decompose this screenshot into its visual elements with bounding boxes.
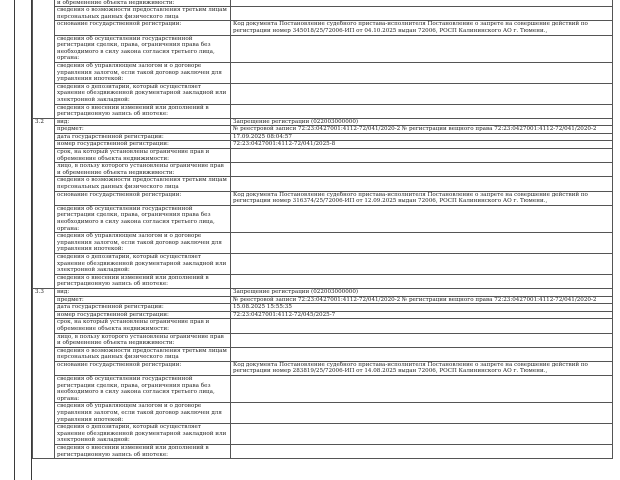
field-value (231, 0, 613, 7)
section-number: 3.3 (33, 288, 55, 458)
field-label: сведения об управляющем залогом и о договоре управления залогом, если такой договор заключен для управления ипотекой: (55, 233, 231, 254)
field-value (231, 319, 613, 333)
table-row (33, 118, 613, 126)
table-row (33, 83, 613, 104)
field-value: № реестровой записи 72:23:0427001:4112-72/041/2020-2 № регистрации вещного права 72:23:0427001:4112-72/041/2020-2 (231, 126, 613, 134)
table-row (33, 361, 613, 375)
table-row (33, 347, 613, 361)
binding-line-left (14, 0, 15, 480)
field-value (231, 403, 613, 424)
field-label: сведения о внесении изменений или дополнений в регистрационную запись об ипотеке: (55, 445, 231, 459)
table-row (33, 311, 613, 319)
field-value (231, 274, 613, 288)
table-row (33, 21, 613, 35)
field-label: лицо, в пользу которого установлены ограничение прав и обременение объекта недвижимости: (55, 163, 231, 177)
table-row (33, 296, 613, 304)
table-row (33, 133, 613, 141)
table-row (33, 126, 613, 134)
field-label: лицо, в пользу которого установлены ограничение прав и обременение объекта недвижимости: (55, 333, 231, 347)
field-label: срок, на который установлены ограничение прав и обременение объекта недвижимости: (55, 319, 231, 333)
field-value (231, 333, 613, 347)
field-value (231, 104, 613, 118)
field-value: Запрещение регистрации (022003000000) (231, 118, 613, 126)
table-row (33, 424, 613, 445)
table-row (33, 149, 613, 163)
table-row (33, 304, 613, 312)
table-row (33, 333, 613, 347)
field-value (231, 163, 613, 177)
field-value (231, 205, 613, 232)
field-label: срок, на который установлены ограничение прав и обременение объекта недвижимости: (55, 149, 231, 163)
field-value: 17.09.2025 08:04:57 (231, 133, 613, 141)
table-row (33, 233, 613, 254)
field-label: сведения о возможности предоставления третьим лицам персональных данных физического лица (55, 177, 231, 191)
field-label: предмет: (55, 126, 231, 134)
table-row (33, 141, 613, 149)
table-row (33, 319, 613, 333)
table-row (33, 403, 613, 424)
field-label: основание государственной регистрации: (55, 361, 231, 375)
table-row (33, 205, 613, 232)
field-label: сведения о депозитарии, который осуществляет хранение обездвиженной документарной закладной или электронной закладной: (55, 253, 231, 274)
table-row (33, 35, 613, 62)
field-label: сведения об управляющем залогом и о договоре управления залогом, если такой договор заключен для управления ипотекой: (55, 62, 231, 83)
field-label: сведения о внесении изменений или дополнений в регистрационную запись об ипотеке: (55, 274, 231, 288)
field-label: сведения об управляющем залогом и о договоре управления залогом, если такой договор заключен для управления ипотекой: (55, 403, 231, 424)
table-row (33, 163, 613, 177)
field-value (231, 424, 613, 445)
field-label: предмет: (55, 296, 231, 304)
field-label: сведения об осуществлении государственной регистрации сделки, права, ограничения права без необходимого в силу закона согласия третьего лица, органа: (55, 376, 231, 403)
table-row (33, 253, 613, 274)
table-row (33, 191, 613, 205)
field-value (231, 347, 613, 361)
field-label: основание государственной регистрации: (55, 191, 231, 205)
field-value (231, 62, 613, 83)
field-label: сведения об осуществлении государственной регистрации сделки, права, ограничения права без необходимого в силу закона согласия третьего лица, органа: (55, 35, 231, 62)
field-value: 72:23:0427001:4112-72/045/2025-7 (231, 311, 613, 319)
table-row (33, 274, 613, 288)
field-label: сведения о внесении изменений или дополнений в регистрационную запись об ипотеке: (55, 104, 231, 118)
field-value: Код документа Постановление судебного пристава-исполнителя Постановление о запрете на совершение действий по регистрации номер 345018/25/72006-ИП от 04.10.2025 выдан 72006, РОСП Калининского АО г. Тюмени., (231, 21, 613, 35)
field-value (231, 7, 613, 21)
table-row (33, 445, 613, 459)
field-label: основание государственной регистрации: (55, 21, 231, 35)
field-label: и обременение объекта недвижимости: (55, 0, 231, 7)
encumbrance-table (32, 0, 613, 459)
field-value: № реестровой записи 72:23:0427001:4112-72/041/2020-2 № регистрации вещного права 72:23:0427001:4112-72/041/2020-2 (231, 296, 613, 304)
field-value (231, 149, 613, 163)
table-row (33, 0, 613, 7)
field-label: сведения о депозитарии, который осуществляет хранение обездвиженной документарной закладной или электронной закладной: (55, 83, 231, 104)
field-value (231, 177, 613, 191)
table-row (33, 177, 613, 191)
field-label: сведения об осуществлении государственной регистрации сделки, права, ограничения права без необходимого в силу закона согласия третьего лица, органа: (55, 205, 231, 232)
field-value (231, 233, 613, 254)
table-row (33, 62, 613, 83)
field-value: Код документа Постановление судебного пристава-исполнителя Постановление о запрете на совершение действий по регистрации номер 316374/25/72006-ИП от 12.09.2025 выдан 72006, РОСП Калининского АО г. Тюмени., (231, 191, 613, 205)
field-value: Запрещение регистрации (022003000000) (231, 288, 613, 296)
field-label: сведения о возможности предоставления третьим лицам персональных данных физического лица (55, 7, 231, 21)
field-value: 72:23:0427001:4112-72/041/2025-8 (231, 141, 613, 149)
encumbrance-table-body (33, 0, 613, 459)
table-row (33, 7, 613, 21)
table-row (33, 104, 613, 118)
field-label: дата государственной регистрации: (55, 304, 231, 312)
field-label: сведения о возможности предоставления третьим лицам персональных данных физического лица (55, 347, 231, 361)
field-value (231, 35, 613, 62)
field-label: сведения о депозитарии, который осуществляет хранение обездвиженной документарной закладной или электронной закладной: (55, 424, 231, 445)
table-row (33, 376, 613, 403)
field-value (231, 376, 613, 403)
field-value: 15.08.2025 15:55:35 (231, 304, 613, 312)
field-value (231, 83, 613, 104)
field-value: Код документа Постановление судебного пристава-исполнителя Постановление о запрете на совершение действий по регистрации номер 283819/25/72006-ИП от 14.08.2025 выдан 72006, РОСП Калининского АО г. Тюмени., (231, 361, 613, 375)
field-value (231, 253, 613, 274)
table-row (33, 288, 613, 296)
field-label: дата государственной регистрации: (55, 133, 231, 141)
field-value (231, 445, 613, 459)
field-label: вид: (55, 288, 231, 296)
field-label: номер государственной регистрации: (55, 141, 231, 149)
section-number: 3.2 (33, 118, 55, 288)
section-number (33, 0, 55, 118)
field-label: вид: (55, 118, 231, 126)
field-label: номер государственной регистрации: (55, 311, 231, 319)
